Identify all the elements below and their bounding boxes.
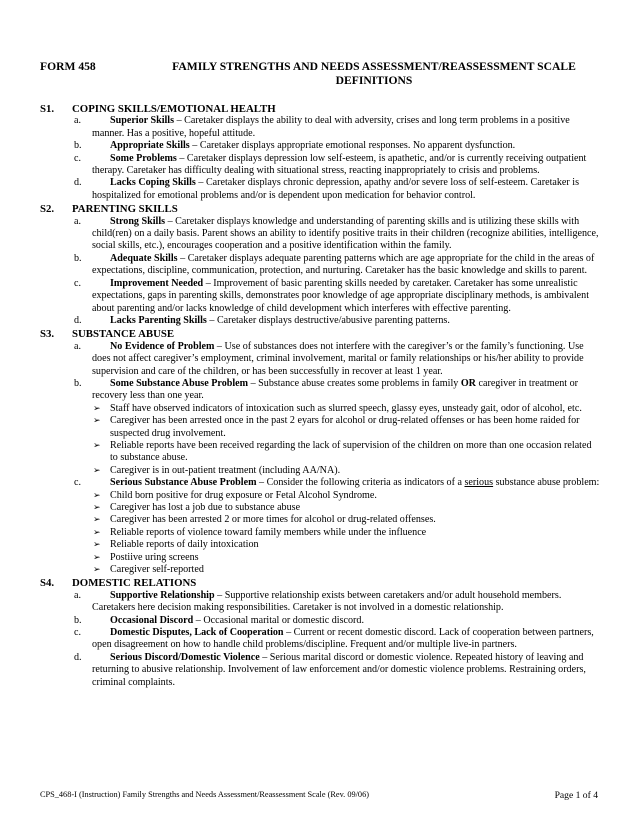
arrow-bullet-icon: ➢ [93, 440, 101, 451]
list-item: ➢ Child born positive for drug exposure or Fetal Alcohol Syndrome. [93, 489, 377, 501]
arrow-bullet-icon: ➢ [93, 403, 101, 414]
list-item: ➢ Caregiver has lost a job due to substance abuse [93, 502, 301, 513]
s2-item-c: c. Improvement Needed – Improvement of basic parenting skills needed by caretaker. Caretaker has some unrealistic expectations, gaps in parenting skills, demonstrates poor knowledge of age appropriate disciplinary methods, is ambivalent about parenting and/or lacks knowledge of child development which interferes with effective parenting. [74, 277, 589, 314]
s1-item-b: b. Appropriate Skills – Caretaker displays appropriate emotional responses. No apparent dysfunction. [74, 140, 516, 152]
s1-item-c: c. Some Problems – Caretaker displays depression low self-esteem, is apathetic, and/or is currently receiving outpatient therapy. Caretaker has difficulty dealing with situational stress, reacting inappropriately to crisis and problems. [74, 152, 587, 177]
s2-item-d: d. Lacks Parenting Skills – Caretaker displays destructive/abusive parenting patterns. [74, 314, 450, 326]
s1-item-a: a. Superior Skills – Caretaker displays the ability to deal with adversity, crises and long term problems in a positive manner. Has a positive, hopeful attitude. [74, 115, 570, 139]
section-s2-heading: S2. PARENTING SKILLS [40, 203, 178, 216]
list-item: ➢ Caregiver is in out-patient treatment (including AA/NA). [93, 464, 341, 476]
s2-item-b: b. Adequate Skills – Caretaker displays adequate parenting patterns which are age appropriate for the child in the areas of expectations, discipline, communication, protection, and nurturing. Caretaker has the basic knowledge and skills to parent. [74, 252, 595, 277]
page-number: Page 1 of 4 [554, 790, 598, 801]
form-title [150, 60, 598, 88]
s3-item-b: b. Some Substance Abuse Problem – Substance abuse creates some problems in family OR caregiver in treatment or recovery less than one year. [74, 377, 578, 402]
arrow-bullet-icon: ➢ [93, 465, 101, 476]
arrow-bullet-icon: ➢ [93, 503, 101, 513]
list-item: ➢ Caregiver has been arrested once in the past 2 eyars for alcohol or drug-related offenses or has been home raided for suspected drug involvement. [93, 415, 580, 439]
definitions-body [40, 102, 600, 689]
s4-item-c: c. Domestic Disputes, Lack of Cooperation – Current or recent domestic discord. Lack of cooperation between partners, open disagreement on how to handle child problems/discipline. Frequent and/or multiple live-in partners. [74, 627, 594, 651]
list-item: ➢ Reliable reports have been received regarding the lack of supervision of the children on more than one occasion related to substance abuse. [93, 439, 592, 464]
arrow-bullet-icon: ➢ [93, 527, 101, 538]
form-number: FORM 458 [40, 60, 96, 73]
s1-item-d: d. Lacks Coping Skills – Caretaker displays chronic depression, apathy and/or severe loss of self-esteem. Caretaker is hospitalized for emotional problems and/or is dependent upon medication for behavior control. [74, 177, 579, 201]
arrow-bullet-icon: ➢ [93, 490, 101, 501]
arrow-bullet-icon: ➢ [93, 416, 101, 427]
list-item: ➢ Reliable reports of violence toward family members while under the influence [93, 526, 427, 538]
s3-item-c: c. Serious Substance Abuse Problem – Consider the following criteria as indicators of a serious substance abuse problem: [74, 477, 600, 489]
s4-item-b: b. Occasional Discord – Occasional marital or domestic discord. [74, 614, 364, 626]
arrow-bullet-icon: ➢ [93, 565, 101, 576]
list-item: ➢ Postiive uring screens [93, 551, 199, 563]
arrow-bullet-icon: ➢ [93, 552, 101, 563]
s4-item-d: d. Serious Discord/Domestic Violence – Serious marital discord or domestic violence. Repeated history of leaving and returning to abusive relationship. Involvement of law enforcement and/or domestic violence problems. Restraining orders, criminal complaints. [74, 651, 586, 688]
form-title-line1: FAMILY STRENGTHS AND NEEDS ASSESSMENT/REASSESSMENT SCALE [172, 60, 576, 73]
section-s3-heading: S3. SUBSTANCE ABUSE [40, 328, 175, 341]
footer-form-reference: CPS_468-I (Instruction) Family Strengths and Needs Assessment/Reassessment Scale (Rev. 09/06) [40, 790, 369, 799]
section-s4-heading: S4. DOMESTIC RELATIONS [40, 577, 197, 590]
section-s1-heading: S1. COPING SKILLS/EMOTIONAL HEALTH [40, 103, 276, 115]
list-item: ➢ Caregiver has been arrested 2 or more times for alcohol or drug-related offenses. [93, 514, 436, 526]
s3-item-a: a. No Evidence of Problem – Use of substances does not interfere with the caregiver’s or the family’s functioning. Use does not affect caregiver’s employment, criminal involvement, marital or family relationships or his/her ability to provide supervision and care of the children, or has been successfully in recover at least 1 year. [74, 340, 584, 377]
s4-item-a: a. Supportive Relationship – Supportive relationship exists between caretakers and/or adult household members. Caretakers here decision making responsibilities. Caretaker is not involved in a domestic relationship. [74, 589, 562, 614]
arrow-bullet-icon: ➢ [93, 515, 101, 526]
s2-item-a: a. Strong Skills – Caretaker displays knowledge and understanding of parenting skills and is utilizing these skills with child(ren) on a daily basis. Parent shows an ability to identify positive traits in their children (recognize abilities, intelligence, social skills, etc.), encourages cooperation and a positive identification within the family. [74, 215, 599, 252]
list-item: ➢ Reliable reports of daily intoxication [93, 539, 259, 551]
arrow-bullet-icon: ➢ [93, 540, 101, 551]
list-item: ➢ Staff have observed indicators of intoxication such as slurred speech, glassy eyes, unsteady gait, odor of alcohol, etc. [93, 402, 582, 414]
form-title-line2: DEFINITIONS [335, 74, 413, 87]
list-item: ➢ Caregiver self-reported [93, 564, 204, 576]
